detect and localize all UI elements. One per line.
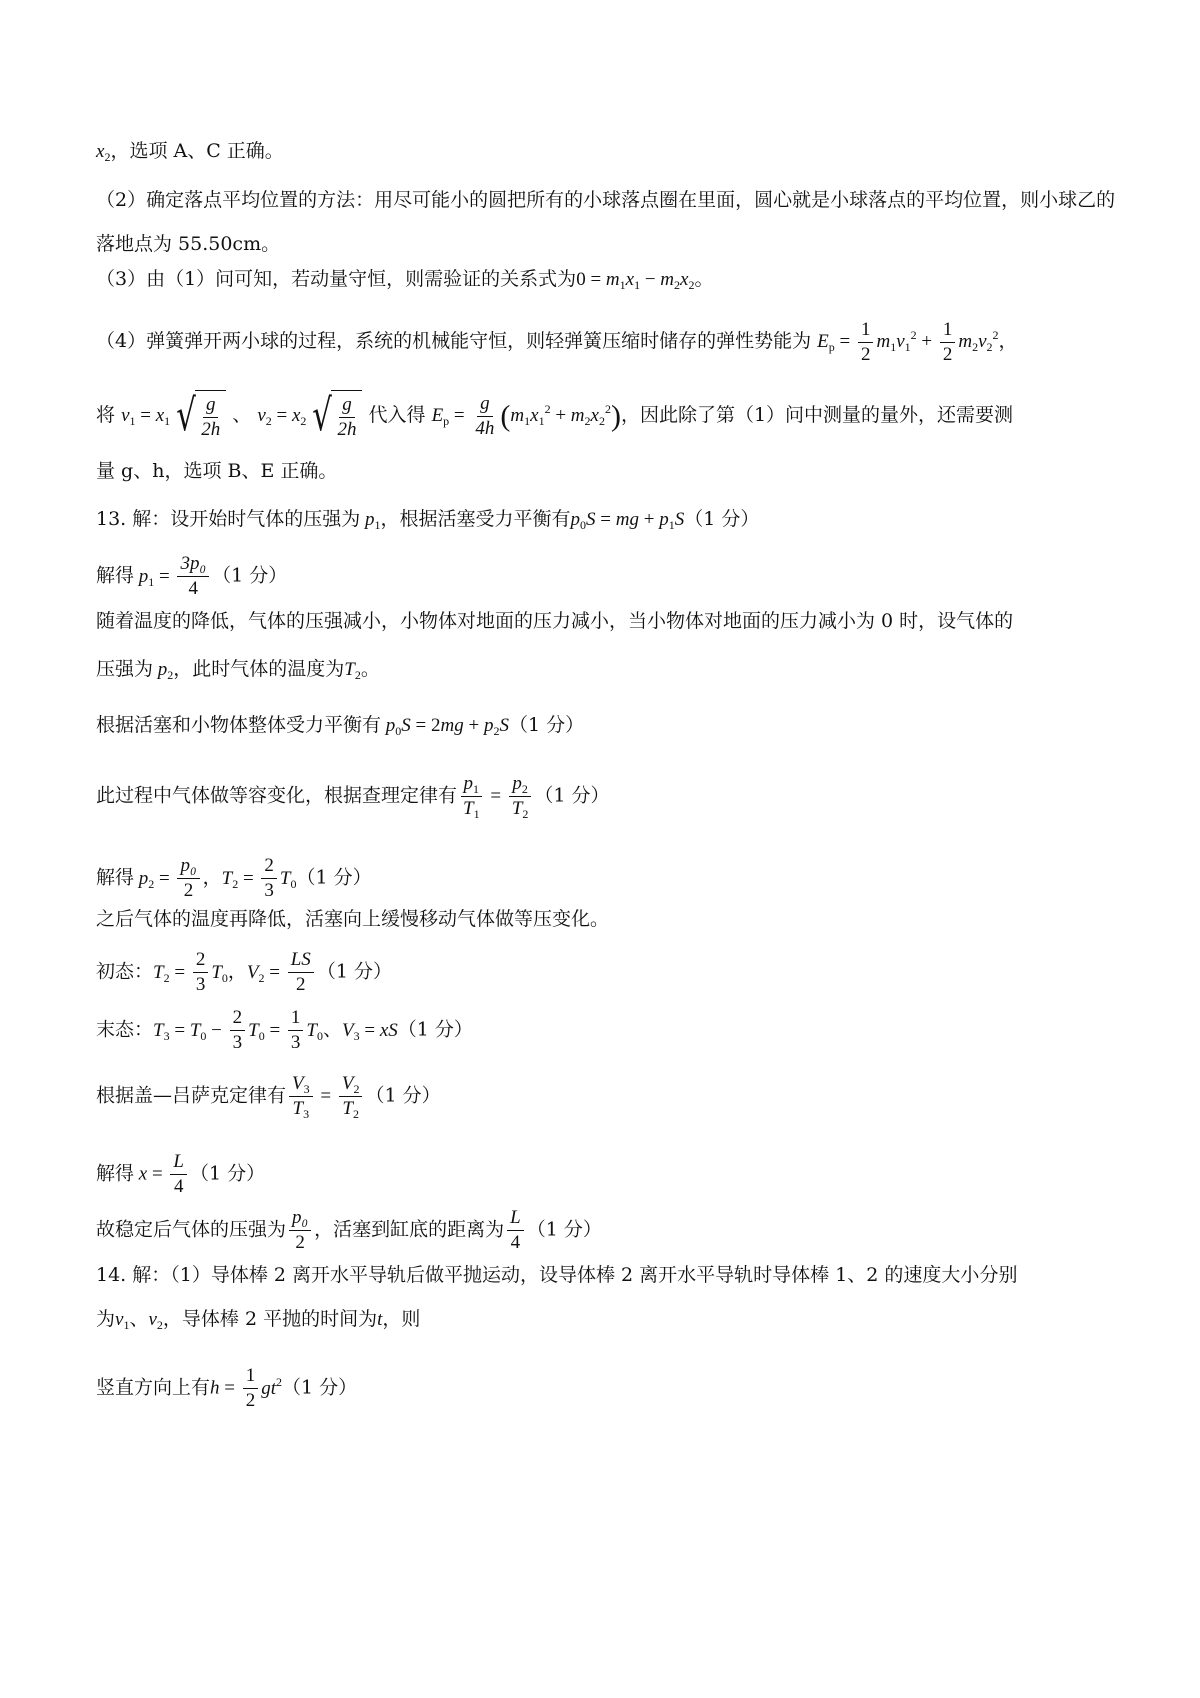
line-q14-start: 14. 解：（1）导体棒 2 离开水平导轨后做平抛运动，设导体棒 2 离开水平导轨时导体棒 1、2 的速度大小分别 bbox=[96, 1264, 1018, 1286]
line-q13-start: 13. 解：设开始时气体的压强为 $p_1$，根据活塞受力平衡有$p_0S$ = mg + $p_1S(1$ 分） bbox=[96, 508, 760, 532]
line-q14-vars: 为$v_1$、$v_2$，导体棒 2 平抛的时间为t，则 bbox=[96, 1308, 421, 1332]
equation-balance-1: $p_0S$ = mg + $p_1S$ bbox=[570, 509, 685, 532]
line-substitution: 将 $v_1 = x_1$ √ $\frac{g}{2h}$ 、 $v_2 = x_2$ √ $\frac{g}{2h}$ 代入得 $E_p$ = $\frac{g}{4h}$ $(m_1x_1^2 + m_2x_2^2)$，因此除了第（1）问中测量的量外，还需要测 bbox=[96, 390, 1014, 441]
line-balance-2: 根据活塞和小物体整体受力平衡有 $p_0S = 2mg + p_2S(1$ 分） bbox=[96, 714, 585, 738]
line-solve-p1: 解得 $p_1$ = $\frac{\text{3p₀}}{4}$ （1 分） bbox=[96, 553, 288, 599]
text: （3）由（1）问可知，若动量守恒，则需验证的关系式为 bbox=[96, 268, 577, 290]
paragraph-q2: （2）确定落点平均位置的方法：用尽可能小的圆把所有的小球落点圈在里面，圆心就是小球落点的平均位置，则小球乙的落地点为 55.50cm。 bbox=[96, 189, 1116, 255]
sqrt-g-2h: √ $\frac{g}{2h}$ bbox=[172, 390, 226, 442]
line-initial-state: 初态：$T_2$ = $\frac{2}{3}$ $T_0$，$V_2$ = $\frac{LS}{2}$ （1 分） bbox=[96, 949, 392, 995]
sqrt-g-2h-2: √ $\frac{g}{2h}$ bbox=[308, 390, 362, 442]
line-p2-t2: 压强为 $p_2$，此时气体的温度为$T_2$。 bbox=[96, 658, 380, 682]
text: （4）弹簧弹开两小球的过程，系统的机械能守恒，则轻弹簧压缩时储存的弹性势能为 bbox=[96, 329, 812, 352]
line-temp-drop: 随着温度的降低，气体的压强减小，小物体对地面的压力减小，当小物体对地面的压力减小为 0 时，设气体的 bbox=[96, 610, 1014, 632]
equation-energy: $E_p$ = $\frac{1}{2}$ $m_1v_1^2$ + $\frac{1}{2}$ $m_2v_2^2$ bbox=[817, 319, 999, 365]
text: ，选项 A、C 正确。 bbox=[110, 140, 284, 162]
line-gay-lussac: 根据盖—吕萨克定律有 $\frac{V_3}{T_3}$ = $\frac{V_2}{T_2}$ （1 分） bbox=[96, 1073, 441, 1121]
line-measure: 量 g、h，选项 B、E 正确。 bbox=[96, 460, 338, 482]
equation-ep-result: $E_p$ = $\frac{g}{4h}$ $(m_1x_1^2 + m_2x_2^2)$ bbox=[431, 393, 621, 440]
var-x: $x_2$ bbox=[96, 141, 111, 164]
line-conclusion-1 bbox=[96, 138, 284, 165]
equation-balance-2: $p_0S = 2mg + p_2S$ bbox=[381, 715, 509, 738]
equation-momentum: $0 = m_1x_1 - m_2x_2$ bbox=[576, 269, 695, 292]
equation-v1: $v_1 = x_1$ bbox=[121, 405, 171, 428]
line-charles: 此过程中气体做等容变化，根据查理定律有 $\frac{p_1}{T_1}$ = $\frac{p_2}{T_2}$ （1 分） bbox=[96, 773, 610, 821]
line-solve-p2-t2: 解得 $p_2$ = $\frac{\text{p₀}}{2}$ ，$T_2$ = $\frac{2}{3}$ $T_0(1$ 分） bbox=[96, 855, 372, 901]
equation-v2: $v_2 = x_2$ bbox=[257, 405, 307, 428]
line-vertical-motion: 竖直方向上有h = $\frac{1}{2}$ $gt^2(1$ 分） bbox=[96, 1365, 358, 1411]
line-q3: （3）由（1）问可知，若动量守恒，则需验证的关系式为$0 = m_1x_1 - m_2x_2$。 bbox=[96, 268, 714, 292]
line-final-state: 末态：$T_3 = T_0$ − $\frac{2}{3}$ $T_0$ = $\frac{1}{3}$ $T_0$、$V_3 = xS(1$ 分） bbox=[96, 1007, 473, 1053]
line-q13-conclusion: 故稳定后气体的压强为 $\frac{\text{p₀}}{2}$ ，活塞到缸底的距离为 $\frac{L}{4}$ （1 分） bbox=[96, 1207, 602, 1253]
line-q4: （4）弹簧弹开两小球的过程，系统的机械能守恒，则轻弹簧压缩时储存的弹性势能为 $E_p$ = $\frac{1}{2}$ $m_1v_1^2$ + $\frac{1}{2}$ $m_2v_2^2$， bbox=[96, 319, 1018, 365]
line-solve-x: 解得 x = $\frac{L}{4}$ （1 分） bbox=[96, 1151, 266, 1197]
line-isobaric: 之后气体的温度再降低，活塞向上缓慢移动气体做等压变化。 bbox=[96, 908, 610, 930]
